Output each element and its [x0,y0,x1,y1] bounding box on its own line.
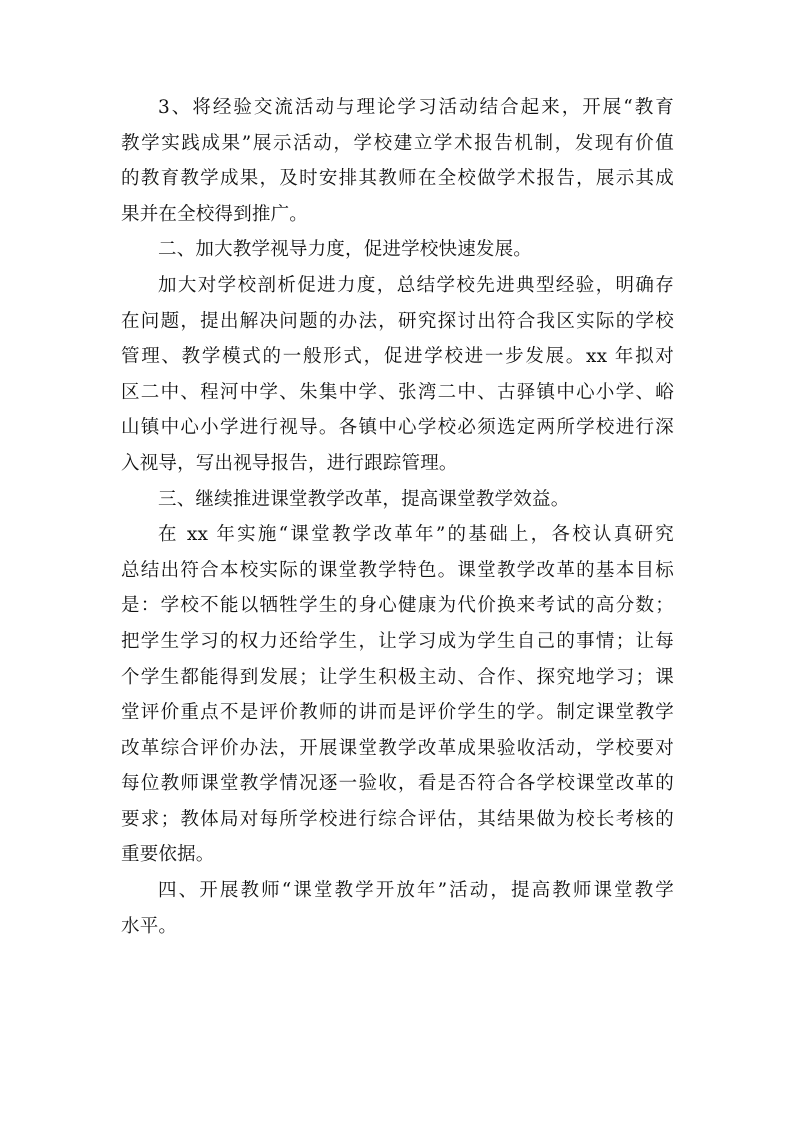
text-line: 的教育教学成果，及时安排其教师在全校做学术报告，展示其成 [121,168,674,190]
text-line: 改革综合评价办法，开展课堂教学改革成果验收活动，学校要对 [121,737,674,759]
text-line: 3、将经验交流活动与理论学习活动结合起来，开展“教育 [158,97,674,118]
text-line: 是：学校不能以牺牲学生的身心健康为代价换来考试的高分数； [121,595,674,617]
text-line: 入视导，写出视导报告，进行跟踪管理。 [121,452,458,474]
text-line: 山镇中心小学进行视导。各镇中心学校必须选定两所学校进行深 [121,417,674,439]
text-line: 重要依据。 [121,844,215,866]
text-line: 三、继续推进课堂教学改革，提高课堂教学效益。 [158,488,570,510]
text-line: 在问题，提出解决问题的办法，研究探讨出符合我区实际的学校 [121,310,674,332]
text-line: 总结出符合本校实际的课堂教学特色。课堂教学改革的基本目标 [121,559,674,581]
text-line: 管理、教学模式的一般形式，促进学校进一步发展。xx 年拟对 [121,346,674,368]
text-line: 四、开展教师“课堂教学开放年”活动，提高教师课堂教学 [158,880,674,902]
text-line: 在 xx 年实施“课堂教学改革年”的基础上，各校认真研究 [158,524,674,546]
text-line: 教学实践成果”展示活动，学校建立学术报告机制，发现有价值 [121,132,674,154]
document-body [121,90,674,944]
text-line: 二、加大教学视导力度，促进学校快速发展。 [158,239,533,261]
text-line: 区二中、程河中学、朱集中学、张湾二中、古驿镇中心小学、峪 [121,381,674,403]
text-line: 水平。 [121,915,178,937]
text-line: 个学生都能得到发展；让学生积极主动、合作、探究地学习；课 [121,666,674,688]
text-line: 要求；教体局对每所学校进行综合评估，其结果做为校长考核的 [121,808,674,830]
text-line: 每位教师课堂教学情况逐一验收，看是否符合各学校课堂改革的 [121,773,674,795]
text-line: 堂评价重点不是评价教师的讲而是评价学生的学。制定课堂教学 [121,702,674,724]
text-line: 加大对学校剖析促进力度，总结学校先进典型经验，明确存 [158,274,674,296]
text-line: 把学生学习的权力还给学生，让学习成为学生自己的事情；让每 [121,630,674,652]
text-line: 果并在全校得到推广。 [121,203,309,225]
